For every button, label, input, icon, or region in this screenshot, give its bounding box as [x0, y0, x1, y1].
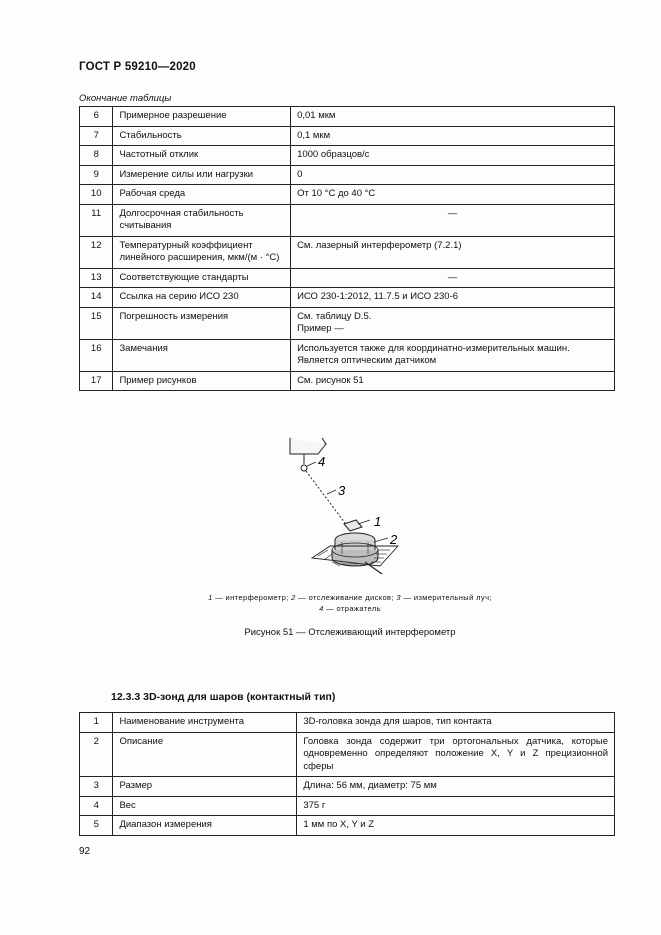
row-number: 8	[80, 146, 113, 166]
figure-legend-line	[150, 592, 550, 603]
table-row	[80, 146, 615, 166]
legend-text: — измерительный луч;	[401, 593, 492, 602]
legend-number: 3	[396, 593, 401, 602]
row-value: —	[291, 268, 615, 288]
legend-text: — интерферометр;	[212, 593, 292, 602]
row-value: ИСО 230-1:2012, 11.7.5 и ИСО 230-6	[291, 288, 615, 308]
reflector-icon	[301, 465, 307, 471]
table-row	[80, 339, 615, 371]
row-parameter: Вес	[113, 796, 297, 816]
table-row	[80, 796, 615, 816]
row-number: 11	[80, 204, 113, 236]
row-value: 0	[291, 165, 615, 185]
row-parameter: Диапазон измерения	[113, 816, 297, 836]
figure-label-1: 1	[374, 514, 382, 529]
interferometer-icon	[344, 520, 362, 531]
row-value-line: Используется также для координатно-измерительных машин.	[297, 342, 570, 354]
row-number: 10	[80, 185, 113, 205]
row-value-line: Является оптическим датчиком	[297, 355, 437, 366]
row-value-line: См. таблицу D.5.	[297, 310, 372, 322]
row-parameter: Пример рисунков	[113, 371, 291, 391]
measuring-beam-icon	[306, 471, 348, 527]
row-value: 375 г	[297, 796, 615, 816]
row-parameter: Измерение силы или нагрузки	[113, 165, 291, 185]
row-parameter: Замечания	[113, 339, 291, 371]
row-parameter: Соответствующие стандарты	[113, 268, 291, 288]
row-value-line: Пример —	[297, 323, 344, 334]
row-parameter: Погрешность измерения	[113, 307, 291, 339]
row-parameter: Описание	[113, 732, 297, 777]
row-parameter: Примерное разрешение	[113, 107, 291, 127]
row-value: 1000 образцов/с	[291, 146, 615, 166]
row-parameter: Ссылка на серию ИСО 230	[113, 288, 291, 308]
row-value: От 10 °С до 40 °С	[291, 185, 615, 205]
table-row	[80, 236, 615, 268]
table-row	[80, 204, 615, 236]
row-value: —	[291, 204, 615, 236]
table-row	[80, 288, 615, 308]
figure-legend	[150, 592, 550, 614]
figure-label-4: 4	[318, 454, 326, 469]
row-number: 14	[80, 288, 113, 308]
row-value	[291, 339, 615, 371]
table-row	[80, 816, 615, 836]
table-row	[80, 371, 615, 391]
figure-caption: Рисунок 51 — Отслеживающий интерферометр	[244, 627, 456, 638]
table-row	[80, 713, 615, 733]
table-row	[80, 777, 615, 797]
table-continuation-caption: Окончание таблицы	[79, 93, 172, 104]
tracking-interferometer-drawing	[270, 432, 420, 587]
figure-label-3: 3	[338, 483, 346, 498]
table-row	[80, 165, 615, 185]
row-number: 17	[80, 371, 113, 391]
row-parameter: Наименование инструмента	[113, 713, 297, 733]
row-parameter: Температурный коэффициент линейного расширения, мкм/(м · °С)	[113, 236, 291, 268]
page-number: 92	[79, 846, 91, 857]
table-row	[80, 307, 615, 339]
row-value: Головка зонда содержит три ортогональных датчика, которые одновременно определяют положение X, Y и Z прецизионной сферы	[297, 732, 615, 777]
row-parameter: Долгосрочная стабильность считывания	[113, 204, 291, 236]
row-number: 12	[80, 236, 113, 268]
document-header: ГОСТ Р 59210—2020	[79, 61, 196, 73]
figure-51-illustration	[270, 432, 420, 587]
row-parameter: Размер	[113, 777, 297, 797]
row-number: 6	[80, 107, 113, 127]
row-number: 13	[80, 268, 113, 288]
row-number: 7	[80, 126, 113, 146]
table-row	[80, 107, 615, 127]
table-row	[80, 126, 615, 146]
specifications-table-end	[79, 106, 615, 391]
row-value: 1 мм по X, Y и Z	[297, 816, 615, 836]
row-number: 5	[80, 816, 113, 836]
row-parameter: Стабильность	[113, 126, 291, 146]
row-number: 9	[80, 165, 113, 185]
figure-label-2: 2	[390, 532, 398, 547]
section-heading: 12.3.3 3D-зонд для шаров (контактный тип)	[111, 691, 336, 703]
table-row	[80, 268, 615, 288]
row-value: См. лазерный интерферометр (7.2.1)	[291, 236, 615, 268]
row-number: 3	[80, 777, 113, 797]
row-value: 0,01 мкм	[291, 107, 615, 127]
row-number: 4	[80, 796, 113, 816]
legend-number: 2	[291, 593, 296, 602]
legend-number: 4	[319, 604, 324, 613]
legend-text: — отслеживание дисков;	[295, 593, 397, 602]
row-value: 0,1 мкм	[291, 126, 615, 146]
legend-text: — отражатель	[323, 604, 381, 613]
row-value: Длина: 56 мм, диаметр: 75 мм	[297, 777, 615, 797]
row-parameter: Частотный отклик	[113, 146, 291, 166]
row-value: 3D-головка зонда для шаров, тип контакта	[297, 713, 615, 733]
figure-legend-line	[150, 603, 550, 614]
table-row	[80, 185, 615, 205]
row-parameter: Рабочая среда	[113, 185, 291, 205]
legend-number: 1	[208, 593, 213, 602]
row-number: 15	[80, 307, 113, 339]
row-value: См. рисунок 51	[291, 371, 615, 391]
probe-specifications-table	[79, 712, 615, 836]
row-number: 16	[80, 339, 113, 371]
table-row	[80, 732, 615, 777]
row-value	[291, 307, 615, 339]
row-number: 2	[80, 732, 113, 777]
row-number: 1	[80, 713, 113, 733]
